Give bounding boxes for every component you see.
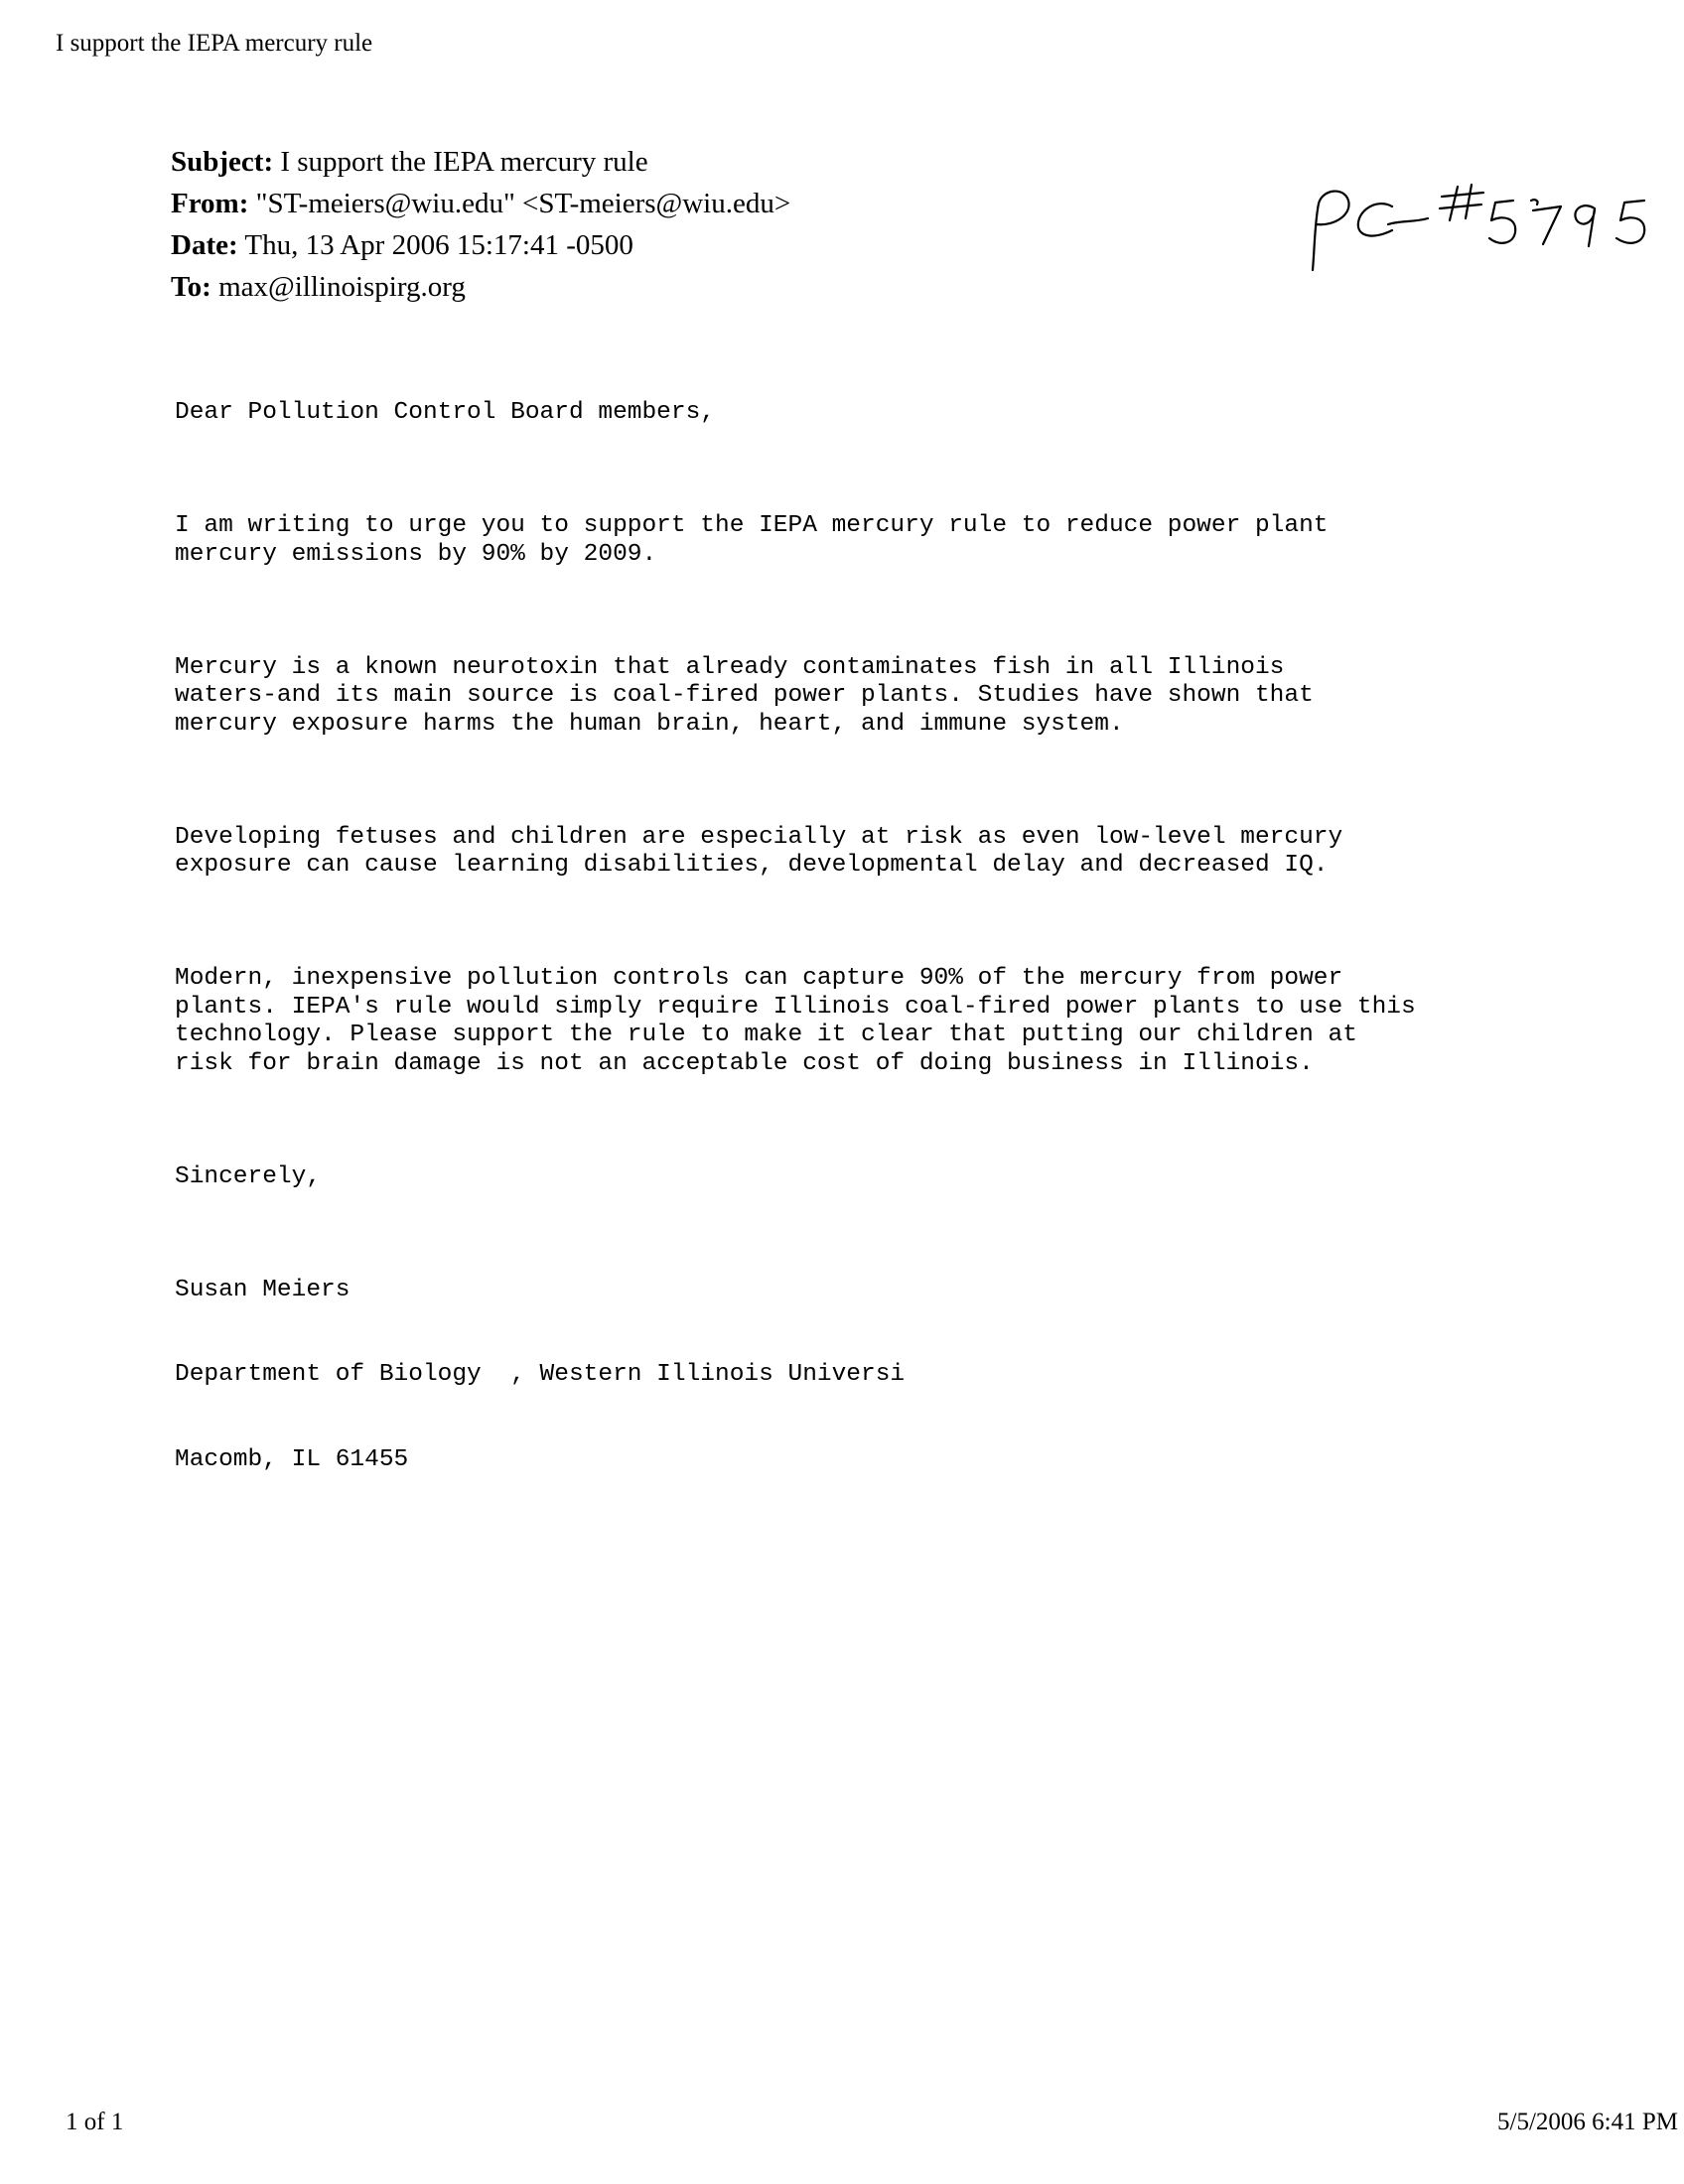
date-value: Thu, 13 Apr 2006 15:17:41 -0500 (244, 229, 633, 261)
subject-row (171, 141, 790, 183)
printed-timestamp: 5/5/2006 6:41 PM (1497, 2109, 1678, 2135)
body-paragraph-3: Developing fetuses and children are especially at risk as even low-level mercury exposure can cause learning disabilities, developmental delay and decreased IQ. (175, 823, 1343, 879)
body-paragraph-2: Mercury is a known neurotoxin that already contaminates fish in all Illinois waters-and its main source is coal-fired power plants. Studies have shown that mercury exposure harms the human brain, heart, and immune system. (175, 653, 1314, 738)
to-value: max@illinoispirg.org (218, 271, 466, 303)
greeting: Dear Pollution Control Board members, (175, 399, 715, 426)
from-value: "ST-meiers@wiu.edu" <ST-meiers@wiu.edu> (255, 188, 791, 219)
date-label: Date: (171, 229, 238, 261)
body-paragraph-4: Modern, inexpensive pollution controls can capture 90% of the mercury from power plants. IEPA's rule would simply require Illinois coal-fired power plants to use this technology. Please support the rule to make it clear that putting our children at risk for brain damage is not an acceptable cost of doing business in Illinois. (175, 965, 1416, 1077)
to-label: To: (171, 271, 211, 303)
date-row (171, 224, 790, 266)
email-headers (171, 141, 790, 308)
email-body (175, 342, 1644, 1503)
handwritten-exhibit-number (1301, 179, 1658, 278)
from-row (171, 183, 790, 224)
subject-label: Subject: (171, 146, 274, 178)
subject-value: I support the IEPA mercury rule (280, 146, 648, 178)
to-row (171, 266, 790, 308)
signature-name: Susan Meiers (175, 1276, 351, 1303)
body-paragraph-1: I am writing to urge you to support the IEPA mercury rule to reduce power plant mercury emissions by 90% by 2009. (175, 512, 1329, 568)
page-indicator: 1 of 1 (66, 2109, 124, 2135)
page-header-title: I support the IEPA mercury rule (56, 30, 373, 57)
signature-address: Macomb, IL 61455 (175, 1445, 409, 1473)
signature-department: Department of Biology , Western Illinois Universi (175, 1361, 906, 1388)
closing: Sincerely, (175, 1162, 322, 1190)
from-label: From: (171, 188, 249, 219)
